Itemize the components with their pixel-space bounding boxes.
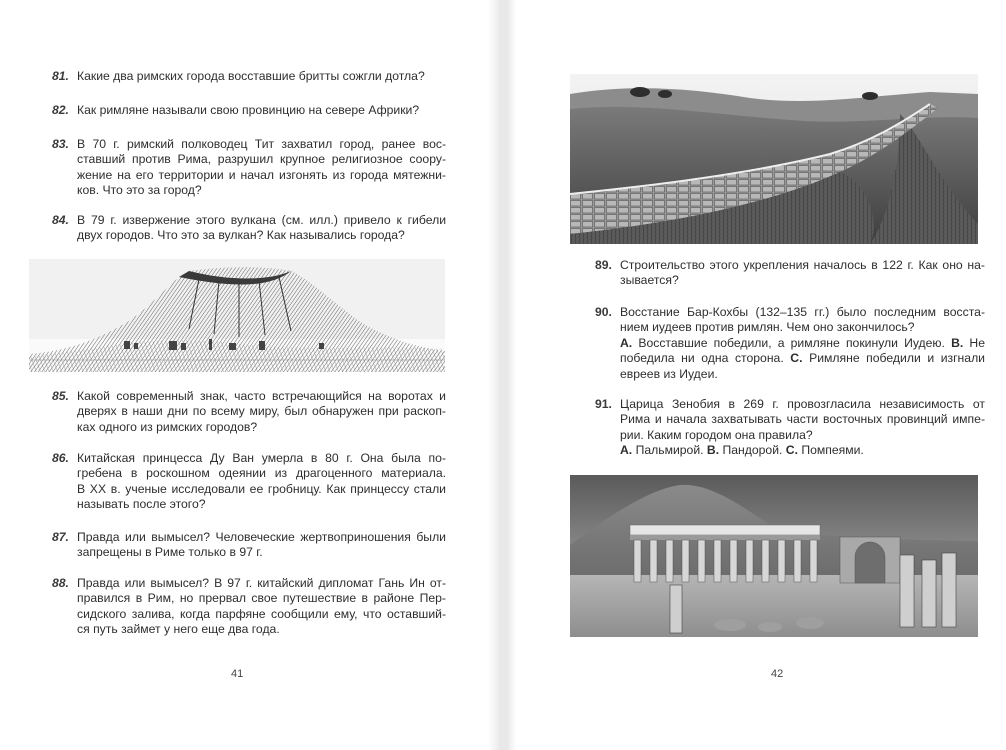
ruins-photo [570,475,978,637]
question-text-line: Какой современный знак, часто встречающийся на воротах и [77,389,446,403]
question-86 [52,451,446,513]
question-text-line: запрещены в Риме только в 97 г. [77,545,263,560]
question-text-line: ставший против Рима, разрушил крупное религиозное соору- [77,152,446,167]
wall-photo [570,74,978,244]
question-number: 84. [52,213,69,227]
question-text-line: В XX в. ученые исследовали ее гробницу. Как принцессу стали [77,481,446,496]
question-text-line: В 70 г. римский полководец Тит захватил город, ранее вос- [77,137,446,151]
answer-options-line [620,351,985,366]
volcano-illustration [29,259,445,372]
question-83 [52,137,446,199]
question-number: 81. [52,69,69,83]
option-text: Помпеями. [797,443,864,458]
option-text: Не [963,335,985,350]
option-text: Пандорой. [719,443,786,458]
page-number: 42 [771,668,784,680]
question-text-line: Китайская принцесса Ду Ван умерла в 80 г. Она была по- [77,451,446,465]
question-number: 82. [52,103,69,117]
answer-options-line [620,367,985,382]
page-number: 41 [231,668,244,680]
spine-shadow-right [506,0,516,750]
question-90 [595,305,985,382]
option-letter: В. [706,443,720,458]
option-letter: С. [785,443,798,458]
question-81 [52,69,425,84]
question-text-line: жение на его территории и начал изгонять из города мятежни- [77,167,446,182]
question-text-line: Восстание Бар-Кохбы (132–135 гг.) было последним восста- [620,305,985,319]
volcano-engraving [29,259,445,372]
question-text-line: зывается? [620,273,679,288]
question-number: 91. [595,397,612,411]
question-text-line: Царица Зенобия в 269 г. провозгласила независимость от [620,397,985,411]
question-number: 88. [52,576,69,590]
question-number: 85. [52,389,69,403]
question-text-line: сидского залива, когда парфяне сообщили ему, что оставший- [77,606,446,621]
question-text: Какие два римских города восставшие бритты сожгли дотла? [77,69,425,83]
question-text: Как римляне называли свою провинцию на севере Африки? [77,103,420,117]
option-text: Римляне победили и изгнали [802,351,985,366]
option-letter: С. [790,351,803,366]
question-text-line: Правда или вымысел? В 97 г. китайский дипломат Гань Ин от- [77,576,446,590]
question-number: 83. [52,137,69,151]
answer-options-line [620,443,985,458]
question-text-line: Рима и начала захватывать части восточных провинций импе- [620,412,985,427]
question-text-line: гребена в роскошном одеянии из драгоценного материала. [77,466,446,481]
left-page [0,0,502,750]
option-text: евреев из Иудеи. [620,366,718,381]
question-number: 86. [52,451,69,465]
question-85 [52,389,446,435]
question-87 [52,530,446,561]
option-letter: В. [951,335,964,350]
wall-photo-image [570,74,978,244]
question-number: 87. [52,530,69,544]
option-letter: А. [620,335,633,350]
question-84 [52,213,446,244]
question-89 [595,258,985,289]
question-88 [52,576,446,638]
option-letter: А. [620,443,633,458]
question-text-line: ках одного из римских городов? [77,419,258,434]
right-page [506,0,1006,750]
question-text-line: правился в Рим, но прервал свое путешествие в районе Пер- [77,591,446,606]
question-text-line: называть после этого? [77,497,206,512]
answer-options-line [620,336,985,351]
spine-shadow-left [488,0,502,750]
option-text: победила ни одна сторона. [620,351,791,366]
question-text-line: Правда или вымысел? Человеческие жертвоприношения были [77,530,446,544]
question-91 [595,397,985,459]
question-text-line: ков. Что это за город? [77,183,202,198]
option-text: Восставшие победили, а римляне покинули Иудею. [632,335,952,350]
question-number: 90. [595,305,612,319]
option-text: Пальмирой. [632,443,707,458]
question-text-line: дверях в наши дни по всему миру, был обнаружен при раскоп- [77,404,446,419]
question-text-line: Строительство этого укрепления началось в 122 г. Как оно на- [620,258,985,272]
question-82 [52,103,422,118]
question-text-line: ся путь займет у него еще два года. [77,622,280,637]
question-text-line: рии. Каким городом она правила? [620,427,813,442]
ruins-photo-image [570,475,978,637]
question-number: 89. [595,258,612,272]
question-text-line: двух городов. Что это за вулкан? Как назывались города? [77,228,405,243]
question-text-line: В 79 г. извержение этого вулкана (см. илл.) привело к гибели [77,213,446,227]
question-text-line: нием иудеев против римлян. Чем оно закончилось? [620,320,915,335]
